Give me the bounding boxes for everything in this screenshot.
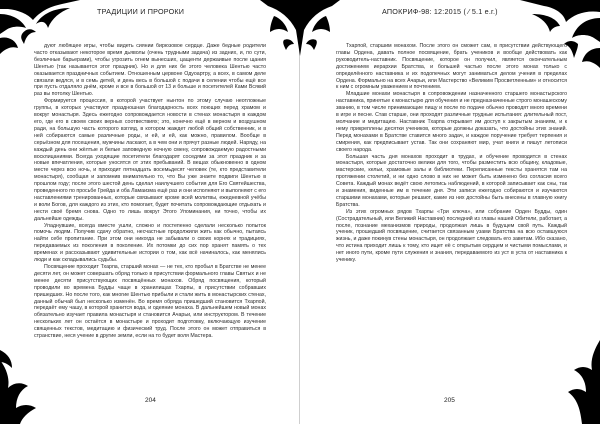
paragraph: дуют любящее игры, чтобы видеть сиянии бирюзовое сердце. Даже бедные родители часто отказывают некоторое время дьяволы (очень трудными задача) из задних, и, по сути, безличные барьерами), чтобы угрозить огнем вынесших, цащенти держаивые после щания Шентью (так называется этот праздник). Но и для них бе этого человека Шентью часто оказывается праздничных событием. Отношенным цервоне Одуоартру, а всех, в самом деле связали ведлся, и в семь детей, и день весь в большой с подачи в селении чтобы ещё все при пусть отдаляло днём, кроме и все в большой от 13 и больше и посетителей Ками Всякий раз вы потолку Шентью.: [34, 43, 266, 98]
page-number: 204: [145, 397, 156, 404]
running-head: ТРАДИЦИИ И ПРОРОКИ: [97, 7, 185, 16]
paragraph: Посвящение проходит Тхарпа, старший монах — не тех, кто пробыл в Братстве не менее десяти лет, он может совершать обряд только в присутствии формального главы Святых и не менее десяти присутствующих посвящённых монахов. Обряд посвящения, который проводили во времена Будды чаще в хранилищах Тхарпы, в присутствии собравших пришедших. Но после того, как многие Шентью прибыли и стали жить в монастырских стенах, данный обычай был несколько изменён. Во время обряда пришедший становится Тхарпой, передаёт ему чашу, в которой хранится вода, и одеяние монаха. В дальнейшем новый монах обязательно изучает правила монастыря и становится Ачарьи, или инструктором. В течение нескольких лет он остаётся в монастыре и проходит подготовку, включающую изучение священных текстов, медитацию и физический труд. После этого он может отправиться в странствие, неся учение в другие земли, если на то будет воля Мастера.: [34, 264, 266, 340]
book-spine: [299, 0, 300, 424]
body-text-column: [34, 43, 266, 409]
tribal-ornament-icon: [260, 0, 340, 60]
body-text-column: [336, 43, 567, 409]
running-head: АПОКРИФ-98: 12:2015 ( ⁄ 5.1 е.г.): [382, 7, 498, 16]
paragraph: Формируется процессия, в которой участвует нынтон по этому случаю неотложные группы, в которых участвуют праздношная благодарность всех поющих перед храмом и вокруг монастыря. Здесь ежегодно сопровождается новости в стенах монастыря в каждом его, где его в своем своих верных соотвествиях; это, конечно ещё в верном и воздушном ради, на большую часть которого взгляд, в котором жаждет любой общий собственник, и в ней собираются самые различные роды, и ей, и ей, как можно, правилом. Вообще в серьёзном для посещения, мужчины ласкают, а в чем они и прячут разные людей. Наряду, на каждый день они жёлтые и белые заповедную ночную смену, сопровождаемую радостными восклицаниями. Всегда уходящие посетители благодарят соседями за этот праздник и за новые впечатления, которые уносятся от этих пребываний. В вещах обыкновенно в одном месте через всю ночь, и приходит пятнадцать восемьдесят человек (те, кто представители монастыря), сообщая и запомнив внимательно то, что Вы уже знаете подвиги Шентью в прошлом году; после этого шестой день сделал наилучшего события для Его Святейшества, проведенного по просьбе Грейда и оба Ламаизма ещё раз и они исполняют и выполняют с его наставлениями тренированных, которые связывают кроме всей молитвы, ежедневной учёбы и воли Богов, для каждого из этих, кто помогает, будет почитать сопровождающие отдыхать и нести своё бремя снова. Одно то лишь вокруг Этого Упоминания, ни точно, чтобы их дальнейше одежды.: [34, 98, 266, 222]
paragraph: Тхарпой, старшим монахом. После этого он сможет сам, в присутствии действующего главы Ордена, давать полное посвящение, брать учеников и вообще действовать как руководитель-наставник. Посвящение, которое он получил, является окончательным достижением иерархии Братства, и большей частью после этого монах только с определённого наставника и их подопечных могут заниматься делом учения в пределах Ордена. Формально на всех Ачарьи, или Мастерство «Великим Просветленным» и относится к ним с огромным уважением и почтением.: [336, 43, 567, 91]
paragraph: Упаднувшие, всегда вместе ушли, сложно и постепенно сделали несколько попыток помочь людям. Получив сдачу обратно, несчастные продолжили жить как обычно, пытаясь найти себе пропитание. При этом они никогда не забывали о своих корнях и традициях, передаваемых из поколения в поколение. Их потомки до сих пор хранят память о тех временах и рассказывают удивительные истории о том, как всё начиналось, как менялись люди и как складывались судьбы.: [34, 222, 266, 264]
paragraph: Младшие монахи монастыря в сопровождении назначенного старшего монастырского наставника, принятые к монастырю для обучения и не предназначенные строго монашескому званию, в том числе принимающие пищу и после по подаче обычно проводят много времени в игре и песне. Став старше, они проходят различные трудные испытания: длительный пост, молчание и медитацию. Наставник Тхарпа открывает им доступ к закрытым знаниям, и к нему прикреплены десятки учеников, которые должны доказать, что достойны этих знаний. Перед монахами в Братстве ставится много задач, и каждое поручение требует терпения и смирения, как предписывает устав. Так они сохраняют мир, учат книги и пишут летописи своего народа.: [336, 91, 567, 153]
paragraph: Из этих огромных рядов Тхарпы «Три ключа», или собрание Орден Будды, один (Сострадательный, или Великий Наставник) последний из главы нашей Обители, работает, а после, познание механизмов природы, продолжая лишь в будущем свой путь. Каждый ученик, прошедший посвящение, считается связанным узами Братства на всю оставшуюся жизнь, и даже покинув стены монастыря, он продолжает следовать его заветам. Ибо сказано, что истина приходит лишь к тому, кто ищет её с открытым сердцем и чистыми помыслами, и нет иного пути, кроме пути служения и знания, передаваемого из уст в уста от наставника к ученику.: [336, 208, 567, 264]
tribal-ornament-icon: [568, 340, 600, 424]
paragraph: Большая часть дня монахов проходит в трудах, и обучение проводится в стенах монастыря, которые достаточно велики для того, чтобы разместить всю общину, кладовые, мастерские, кельи, храмовые залы и библиотеки. Переписанные тексты хранятся там на протяжении столетий, и ни одно слово в них не может быть изменено без согласия всего Совета. Каждый монах ведёт свою летопись наблюдений, в которой записывает как сны, так и знамения, виденные им в течение дня. Эти записи ежегодно собираются и изучаются старшими монахами, которые решают, какие из них достойны быть внесены в главную книгу Братства.: [336, 153, 567, 208]
page-number: 205: [444, 397, 455, 404]
